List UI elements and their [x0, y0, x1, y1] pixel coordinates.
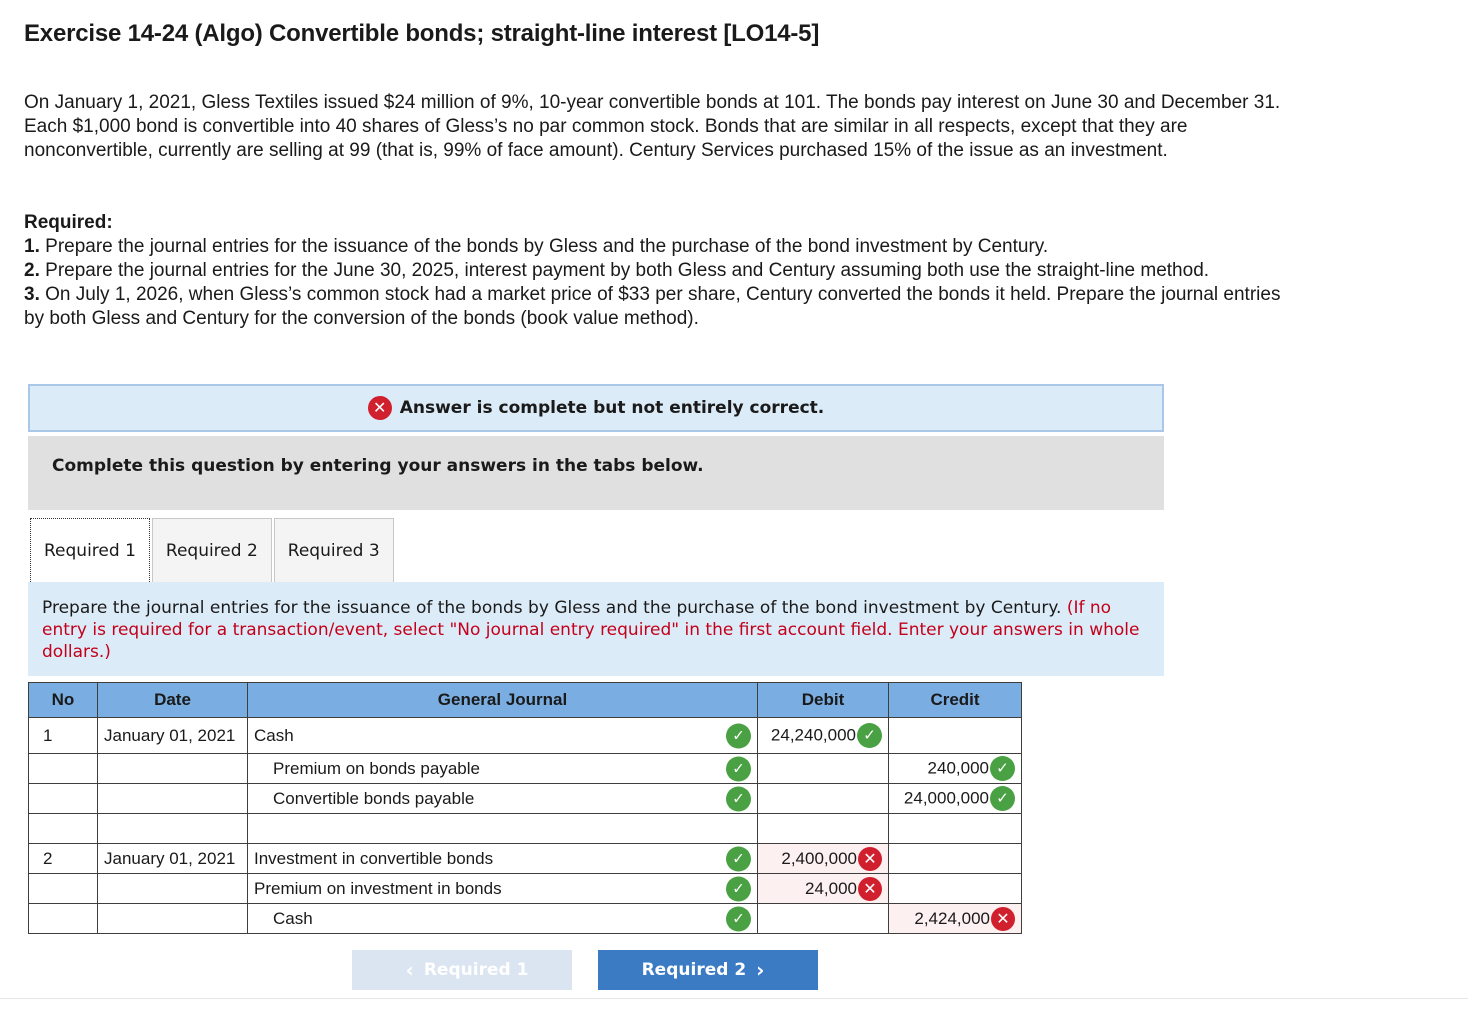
row-date[interactable] — [98, 874, 248, 904]
prev-button-label: Required 1 — [423, 960, 529, 980]
prompt-main: Prepare the journal entries for the issuance of the bonds by Gless and the purchase of the bond investment by Century. — [42, 598, 1062, 618]
check-icon: ✓ — [990, 756, 1015, 781]
next-button-label: Required 2 — [641, 960, 747, 980]
col-credit: Credit — [889, 683, 1022, 718]
debit-cell[interactable] — [758, 814, 889, 844]
tab-required-2[interactable]: Required 2 — [152, 518, 272, 582]
account-name: Cash — [273, 908, 313, 928]
col-no: No — [29, 683, 98, 718]
credit-value: 24,000,000 — [903, 788, 989, 808]
required-item-2-num: 2. — [24, 260, 40, 281]
row-date[interactable] — [98, 784, 248, 814]
problem-text: On January 1, 2021, Gless Textiles issued $24 million of 9%, 10-year convertible bonds at 101. The bonds pay interest on June 30 and December 31. Each $1,000 bond is convertible into 40 shares of Gless’s no par common stock. Bonds that are similar in all respects, except that they are nonconvertible, currently are selling at 99 (that is, 99% of face amount). Century Services purchased 15% of the issue as an investment. — [24, 92, 1281, 161]
wrong-icon: ✕ — [858, 877, 882, 901]
check-icon: ✓ — [726, 876, 751, 901]
required-item-2-text: Prepare the journal entries for the June 30, 2025, interest payment by both Gless and Century assuming both use the straight-line method. — [45, 260, 1210, 281]
check-icon: ✓ — [726, 846, 751, 871]
table-row — [29, 844, 1022, 874]
required-item-1 — [24, 235, 1304, 259]
debit-cell[interactable] — [758, 754, 889, 784]
check-icon: ✓ — [726, 723, 751, 748]
credit-cell[interactable] — [889, 844, 1022, 874]
debit-value: 24,000 — [805, 878, 857, 898]
account-cell[interactable] — [248, 904, 758, 934]
required-item-2 — [24, 259, 1304, 283]
check-icon: ✓ — [726, 786, 751, 811]
row-date[interactable] — [98, 754, 248, 784]
row-no — [29, 754, 98, 784]
credit-cell[interactable] — [889, 904, 1022, 934]
banner-text: Answer is complete but not entirely correct. — [399, 398, 825, 418]
table-row — [29, 874, 1022, 904]
row-no: 2 — [29, 844, 98, 874]
col-debit: Debit — [758, 683, 889, 718]
row-no — [29, 784, 98, 814]
debit-cell[interactable] — [758, 784, 889, 814]
account-cell[interactable] — [248, 718, 758, 754]
footer-divider — [0, 998, 1468, 999]
check-icon: ✓ — [990, 786, 1015, 811]
row-no — [29, 814, 98, 844]
check-icon: ✓ — [726, 906, 751, 931]
row-date[interactable] — [98, 814, 248, 844]
debit-cell[interactable] — [758, 718, 889, 754]
account-cell[interactable] — [248, 754, 758, 784]
chevron-left-icon: ‹ — [405, 958, 414, 982]
table-row-spacer — [29, 814, 1022, 844]
col-date: Date — [98, 683, 248, 718]
credit-cell[interactable] — [889, 814, 1022, 844]
row-no: 1 — [29, 718, 98, 754]
account-cell[interactable] — [248, 814, 758, 844]
required-item-3-text: On July 1, 2026, when Gless’s common stock had a market price of $33 per share, Century converted the bonds it held. Prepare the journal entries by both Gless and Century for the conversion of the bonds (book value method). — [24, 284, 1281, 329]
prev-button — [352, 950, 572, 990]
debit-cell[interactable] — [758, 844, 889, 874]
prompt-box — [28, 582, 1164, 676]
debit-value: 2,400,000 — [781, 848, 857, 868]
table-row — [29, 904, 1022, 934]
tab-required-3[interactable]: Required 3 — [274, 518, 394, 582]
result-banner — [28, 384, 1164, 432]
account-cell[interactable] — [248, 784, 758, 814]
credit-cell[interactable] — [889, 754, 1022, 784]
check-icon: ✓ — [726, 756, 751, 781]
account-name: Premium on bonds payable — [273, 758, 480, 778]
table-row — [29, 784, 1022, 814]
col-general-journal: General Journal — [248, 683, 758, 718]
row-date[interactable]: January 01, 2021 — [98, 844, 248, 874]
required-item-1-text: Prepare the journal entries for the issuance of the bonds by Gless and the purchase of the bond investment by Century. — [45, 236, 1049, 257]
required-section — [24, 211, 1304, 331]
debit-cell[interactable] — [758, 904, 889, 934]
instruction-box — [28, 436, 1164, 510]
chevron-right-icon: › — [756, 958, 765, 982]
account-name: Cash — [254, 725, 294, 745]
account-cell[interactable] — [248, 844, 758, 874]
required-heading: Required: — [24, 212, 113, 233]
journal-header-row — [29, 683, 1022, 718]
account-name: Investment in convertible bonds — [254, 848, 494, 868]
wrong-icon: ✕ — [991, 907, 1015, 931]
credit-cell[interactable] — [889, 718, 1022, 754]
table-row — [29, 718, 1022, 754]
tab-required-1[interactable]: Required 1 — [30, 518, 150, 582]
table-row — [29, 754, 1022, 784]
credit-cell[interactable] — [889, 784, 1022, 814]
debit-value: 24,240,000 — [770, 725, 856, 745]
row-no — [29, 904, 98, 934]
prompt-note: (If no entry is required for a transaction/event, select "No journal entry required" in the first account field. Enter your answers in whole dollars.) — [42, 598, 1140, 662]
row-date[interactable] — [98, 904, 248, 934]
page-title: Exercise 14-24 (Algo) Convertible bonds; straight-line interest [LO14-5] — [24, 20, 820, 47]
credit-cell[interactable] — [889, 874, 1022, 904]
wrong-icon: ✕ — [368, 396, 392, 420]
required-item-3 — [24, 283, 1304, 331]
row-date[interactable]: January 01, 2021 — [98, 718, 248, 754]
next-button[interactable] — [598, 950, 818, 990]
account-cell[interactable] — [248, 874, 758, 904]
account-name: Premium on investment in bonds — [254, 878, 502, 898]
journal-table — [28, 682, 1022, 934]
row-no — [29, 874, 98, 904]
instruction-text: Complete this question by entering your answers in the tabs below. — [52, 456, 704, 476]
debit-cell[interactable] — [758, 874, 889, 904]
credit-value: 2,424,000 — [914, 908, 990, 928]
required-item-3-num: 3. — [24, 284, 40, 305]
account-name: Convertible bonds payable — [273, 788, 475, 808]
wrong-icon: ✕ — [858, 847, 882, 871]
check-icon: ✓ — [857, 723, 882, 748]
required-item-1-num: 1. — [24, 236, 40, 257]
tab-bar — [30, 518, 396, 582]
credit-value: 240,000 — [927, 758, 989, 778]
